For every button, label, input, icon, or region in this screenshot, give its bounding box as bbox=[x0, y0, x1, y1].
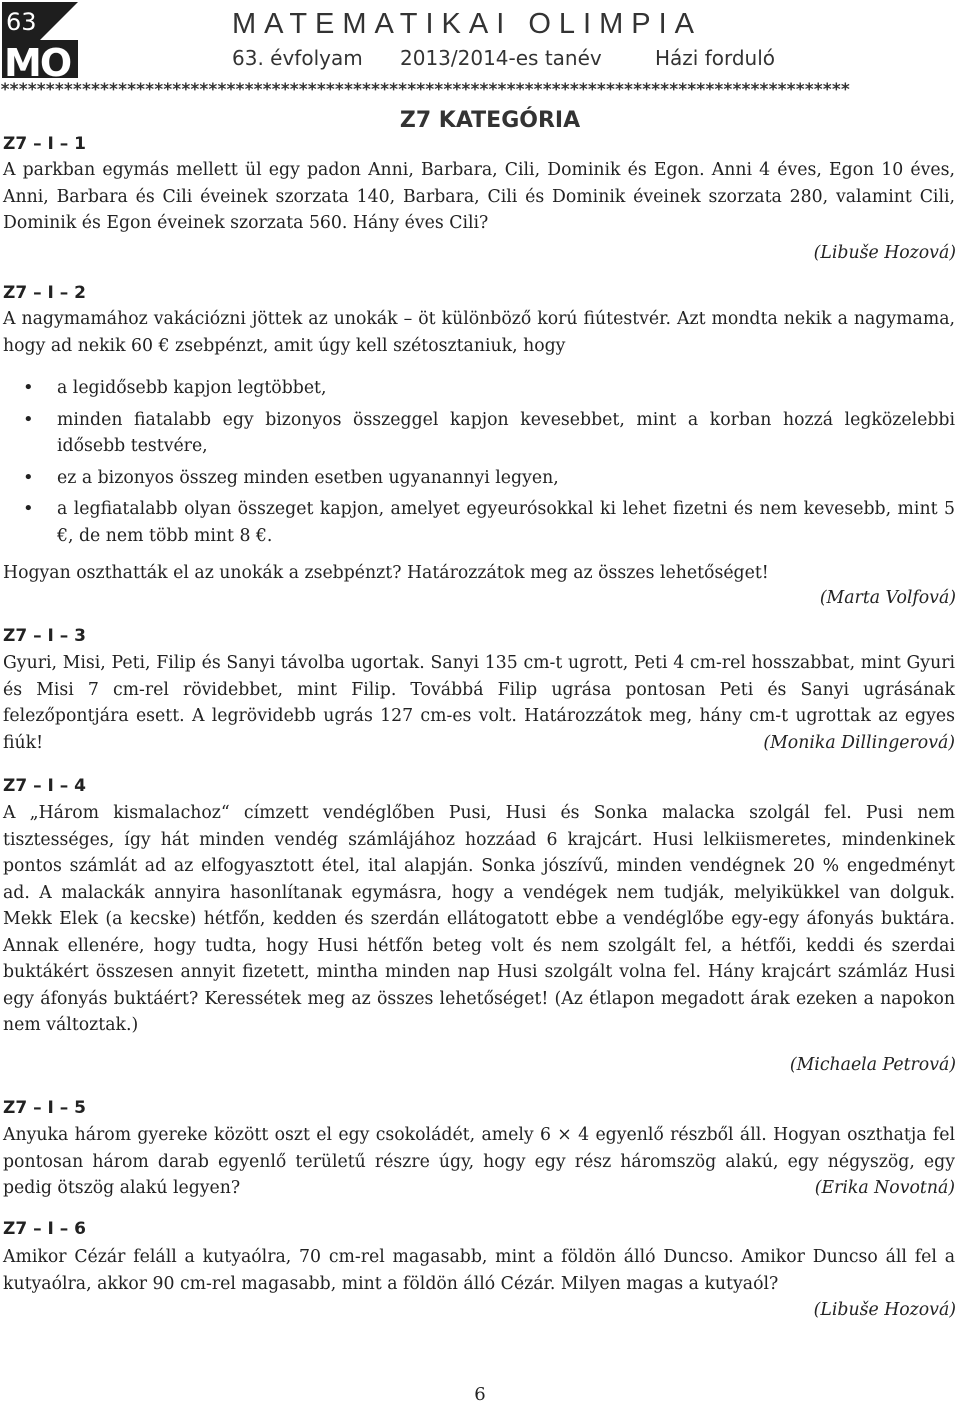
problem-author: (Marta Volfová) bbox=[819, 588, 956, 608]
list-item: • ez a bizonyos összeg minden esetben ugyanannyi legyen, bbox=[3, 465, 955, 492]
category-label: Z7 KATEGÓRIA bbox=[399, 108, 581, 133]
problem-text: A parkban egymás mellett ül egy padon Anni, Barbara, Cili, Dominik és Egon. Anni 4 éves, Egon 10 éves, Anni, Barbara és Cili éveinek szorzata 140, Barbara, Cili és Dominik éveinek szorzata 280, valamint Cili, Dominik és Egon éveinek szorzata 560. Hány éves Cili? bbox=[3, 160, 955, 233]
problem-author: (Michaela Petrová) bbox=[789, 1055, 956, 1075]
problem-text: Amikor Cézár feláll a kutyaólra, 70 cm-rel magasabb, mint a földön álló Duncso. Amikor Duncso áll fel a kutyaólra, akkor 90 cm-rel magasabb, mint a földön álló Cézár. Milyen magas a kutyaól? bbox=[3, 1247, 955, 1294]
problem-text: A „Három kismalachoz“ címzett vendéglőben Pusi, Husi és Sonka malacka szolgál fel. Pusi nem tisztességes, így hát minden vendég számlájához hozzáad 6 krajcárt. Husi lelkiismeretes, mindenkinek pontos számlát ad az elfogyasztott étel, ital alapján. Sonka jószívű, minden vendégnek 20 % engedményt ad. A malackák annyira hasonlítanak egymásra, hogy a vendégek nem tudják, melyikükkel van dolguk. Mekk Elek (a kecske) hétfőn, kedden és szerdán ellátogatott ebbe a vendéglőbe egy-egy áfonyás buktára. Annak ellenére, hogy tudta, hogy Husi hétfőn beteg volt és nem szolgált fel, a hétfői, keddi és szerdai buktákért összesen annyit fizetett, mintha minden nap Husi szolgált volna fel. Hány krajcárt számláz Husi egy áfonyás buktáért? Keressétek meg az összes lehetőséget! (Az étlapon megadott árak ezeken a napokon nem változtak.) bbox=[3, 803, 955, 1035]
problem-text: A nagymamához vakációzni jöttek az unokák – öt különböző korú fiútestvér. Azt mondta nekik a nagymama, hogy ad nekik 60 € zsebpénzt, amit úgy kell szétosztaniuk, hogy bbox=[3, 309, 955, 356]
problem-id: Z7 – I – 1 bbox=[3, 134, 86, 154]
problem-id: Z7 – I – 2 bbox=[3, 283, 86, 303]
problem-id: Z7 – I – 5 bbox=[3, 1098, 86, 1118]
conditions-list bbox=[3, 375, 955, 554]
problem-id: Z7 – I – 6 bbox=[3, 1219, 86, 1239]
edition: 63. évfolyam bbox=[232, 46, 363, 70]
problem-id: Z7 – I – 3 bbox=[3, 626, 86, 646]
page-number: 6 bbox=[474, 1384, 486, 1405]
problem-author: (Libuše Hozová) bbox=[813, 243, 956, 263]
problem-question: Hogyan oszthatták el az unokák a zsebpénzt? Határozzátok meg az összes lehetőséget! bbox=[3, 563, 769, 583]
problem-text bbox=[3, 650, 955, 756]
category-heading bbox=[0, 108, 960, 133]
problem-author: (Monika Dillingerová) bbox=[763, 732, 955, 753]
list-item: • minden fiatalabb egy bizonyos összeggel kapjon kevesebbet, mint a korban hozzá legközelebbi idősebb testvére, bbox=[3, 407, 955, 460]
logo-number: 63 bbox=[6, 8, 37, 36]
logo-letters: MO bbox=[4, 41, 71, 78]
problem-author: (Erika Novotná) bbox=[814, 1178, 955, 1198]
problem-body: Gyuri, Misi, Peti, Filip és Sanyi távolba ugortak. Sanyi 135 cm-t ugrott, Peti 4 cm-rel hosszabbat, mint Gyuri és Misi 7 cm-rel rövidebbet, mint Filip. Továbbá Filip ugrása pontosan Peti és Sanyi ugrásának felezőpontjára esett. A legrövidebb ugrás 127 cm-es volt. Határozzátok meg, hány cm-t ugrottak az egyes fiúk! bbox=[3, 653, 955, 753]
olympiad-title: MATEMATIKAI OLIMPIA bbox=[232, 8, 702, 40]
problem-body: Anyuka három gyereke között oszt el egy csokoládét, amely 6 × 4 egyenlő részből áll. Hogyan oszthatja fel pontosan három darab egyenlő területű részre úgy, hogy egy rész háromszög alakú, egy négyszög, egy pedig ötszög alakú legyen? bbox=[3, 1125, 955, 1198]
problem-text bbox=[3, 1122, 955, 1202]
problem-author: (Libuše Hozová) bbox=[813, 1300, 956, 1320]
mo-logo bbox=[2, 2, 78, 78]
list-item: • a legidősebb kapjon legtöbbet, bbox=[3, 375, 955, 402]
school-year: 2013/2014-es tanév bbox=[400, 46, 602, 70]
problem-id: Z7 – I – 4 bbox=[3, 776, 86, 796]
star-divider: ********************************************************************************************** bbox=[0, 80, 850, 100]
list-item: • a legfiatalabb olyan összeget kapjon, amelyet egyeurósokkal ki lehet fizetni és nem kevesebb, mint 5 €, de nem több mint 8 €. bbox=[3, 496, 955, 549]
round: Házi forduló bbox=[655, 46, 776, 70]
